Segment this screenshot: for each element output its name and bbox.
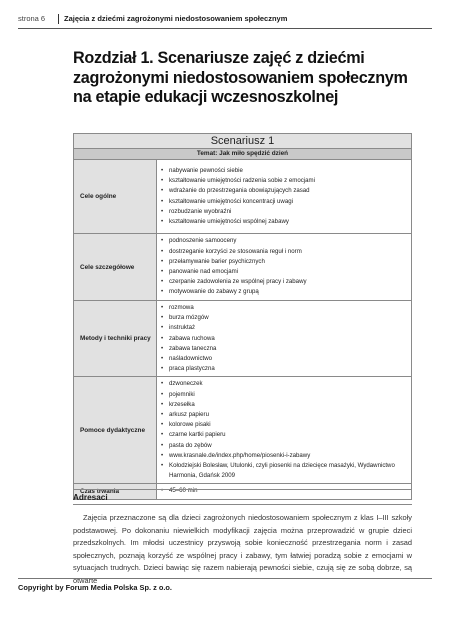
list-item: • czerpanie zadowolenia ze wspólnej pracy i zabawy (161, 277, 407, 287)
list-item: • zabawa taneczna (161, 344, 407, 354)
list-item: • arkusz papieru (161, 410, 407, 420)
chapter-title-line-3: na etapie edukacji wczesnoszkolnej (73, 88, 339, 106)
list-item: • dzwoneczek (161, 379, 407, 389)
page-number: strona 6 (18, 14, 46, 23)
list-item: • instruktaż (161, 323, 407, 333)
row-items (161, 379, 407, 481)
table-row (74, 301, 412, 377)
list-item: • rozmowa (161, 303, 407, 313)
list-item: • kształtowanie umiejętności wspólnej zabawy (161, 217, 407, 227)
footer-rule (18, 578, 432, 579)
section-rule (73, 489, 412, 490)
table-row (74, 377, 412, 484)
list-item: • zabawa ruchowa (161, 334, 407, 344)
list-item: • www.krasnale.de/index.php/home/piosenki-i-zabawy (161, 451, 407, 461)
page-header (18, 12, 432, 26)
row-label: Pomoce dydaktyczne (74, 377, 157, 484)
section-rule (73, 504, 412, 505)
row-label: Metody i techniki pracy (74, 301, 157, 377)
list-item: • naśladownictwo (161, 354, 407, 364)
list-item: • motywowanie do zabawy z grupą (161, 287, 407, 297)
list-item: • wdrażanie do przestrzegania obowiązujących zasad (161, 186, 407, 196)
row-items (161, 236, 407, 297)
list-item: • kolorowe pisaki (161, 420, 407, 430)
list-item: • kształtowanie umiejętności koncentracji uwagi (161, 197, 407, 207)
list-item: • podnoszenie samooceny (161, 236, 407, 246)
list-item: • Kołodziejski Bolesław, Utulonki, czyli piosenki na dziecięce masażyki, Wydawnictwo Harmonia, Gdańsk 2009 (161, 461, 407, 481)
list-item: • czarne kartki papieru (161, 430, 407, 440)
header-divider (58, 14, 59, 24)
row-items (161, 486, 407, 496)
running-title: Zajęcia z dziećmi zagrożonymi niedostosowaniem społecznym (64, 14, 288, 23)
copyright-notice: Copyright by Forum Media Polska Sp. z o.o. (18, 583, 172, 592)
list-item: • krzesełka (161, 400, 407, 410)
chapter-title (73, 49, 433, 108)
list-item: • pasta do zębów (161, 441, 407, 451)
table-row (74, 234, 412, 301)
list-item: • pojemniki (161, 390, 407, 400)
header-rule (18, 28, 432, 29)
list-item: • 45–60 min (161, 486, 407, 496)
list-item: • panowanie nad emocjami (161, 267, 407, 277)
adresaci-paragraph: Zajęcia przeznaczone są dla dzieci zagrożonych niedostosowaniem społecznym z klas I–III szkoły podstawowej. Po dokonaniu niewielkich modyfikacji zajęcia można przeprowadzić w grupie dzieci przedszkolnych. Im młodsi uczestnicy przyswoją sobie konieczność przestrzegania norm i zasad społecznych, poznają korzyść ze wspólnej pracy i zabawy, tym łatwiej poradzą sobie z emocjami w sytuacjach trudnych. Dzieci bawiąc się razem nabierają pewności siebie, czują się ze sobą dobrze, są otwarte (73, 513, 412, 585)
scenario-title: Scenariusz 1 (74, 134, 412, 149)
table-row (74, 160, 412, 234)
scenario-title-row (74, 134, 412, 149)
list-item: • kształtowanie umiejętności radzenia sobie z emocjami (161, 176, 407, 186)
list-item: • nabywanie pewności siebie (161, 166, 407, 176)
list-item: • burza mózgów (161, 313, 407, 323)
body-paragraph (73, 512, 412, 588)
list-item: • dostrzeganie korzyści ze stosowania reguł i norm (161, 247, 407, 257)
scenario-topic: Temat: Jak miło spędzić dzień (74, 149, 412, 160)
row-label: Czas trwania (74, 484, 157, 499)
topic-row (74, 149, 412, 160)
list-item: • rozbudzanie wyobraźni (161, 207, 407, 217)
scenario-table (73, 133, 412, 500)
section-heading: Adresaci (73, 493, 108, 502)
table-row (74, 484, 412, 499)
chapter-title-line-1: Rozdział 1. Scenariusze zajęć z dziećmi (73, 49, 365, 67)
row-label: Cele ogólne (74, 160, 157, 234)
row-items (161, 166, 407, 227)
list-item: • praca plastyczna (161, 364, 407, 374)
row-label: Cele szczegółowe (74, 234, 157, 301)
chapter-title-line-2: zagrożonymi niedostosowaniem społecznym (73, 68, 408, 87)
row-items (161, 303, 407, 374)
list-item: • przełamywanie barier psychicznych (161, 257, 407, 267)
